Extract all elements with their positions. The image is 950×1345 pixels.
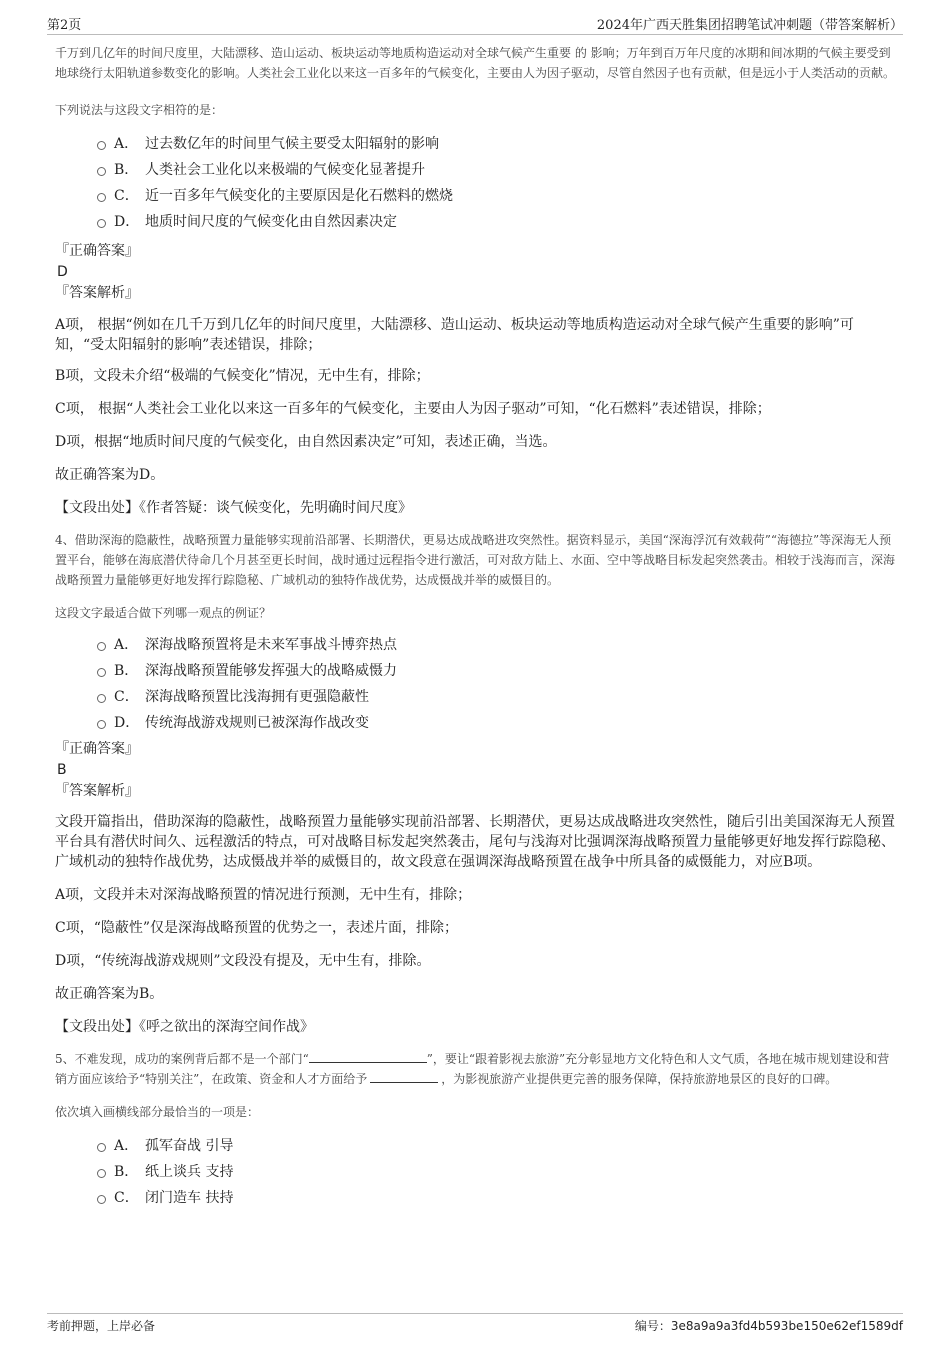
radio-button[interactable] [97, 141, 106, 150]
document-title: 2024年广西天胜集团招聘笔试冲刺题（带答案解析） [596, 18, 903, 33]
page-header [47, 10, 903, 35]
answer-value: B [57, 762, 67, 778]
radio-button[interactable] [97, 642, 106, 651]
code-value: 3e8a9a9a3fd4b593be150e62ef1589df [670, 1319, 903, 1333]
q4-options [55, 632, 895, 736]
q5-options [55, 1133, 895, 1211]
analysis-label: 『答案解析』 [55, 783, 139, 799]
analysis-paragraph: 文段开篇指出，借助深海的隐蔽性，战略预置力量能够实现前沿部署、长期潜伏，更易达成战略进攻突然性，随后引出美国深海无人预置平台具有潜伏时间久、远程激活的特点，可对战略目标发起突然袭击，尾句与浅海对比强调深海战略预置力量能够更好地发挥行踪隐秘、广域机动的独特作战优势，达成慑战并举的威慑目的，故文段意在强调深海战略预置在战争中所具备的威慑能力，对应B项。 [55, 814, 895, 870]
analysis-paragraph: C项， 根据“人类社会工业化以来这一百多年的气候变化，主要由人为因子驱动”可知，“化石燃料”表述错误，排除； [55, 401, 771, 417]
option-letter: D． [114, 715, 140, 731]
q5-passage [55, 1049, 895, 1089]
option-a[interactable] [55, 632, 895, 658]
radio-button[interactable] [97, 193, 106, 202]
document-code [635, 1317, 903, 1334]
radio-button[interactable] [97, 167, 106, 176]
fill-blank [370, 1070, 438, 1083]
option-text: 孤军奋战 引导 [145, 1138, 234, 1154]
fill-blank [309, 1050, 427, 1063]
q5-question: 依次填入画横线部分最恰当的一项是： [55, 1105, 260, 1119]
analysis-label: 『答案解析』 [55, 285, 139, 301]
option-b[interactable] [55, 658, 895, 684]
document-body [55, 42, 895, 1211]
q5-passage-part: ，为影视旅游产业提供更完善的服务保障，保持旅游地景区的良好的口碑。 [441, 1072, 838, 1086]
option-c[interactable] [55, 1185, 895, 1211]
option-letter: B． [114, 663, 139, 679]
radio-button[interactable] [97, 219, 106, 228]
option-letter: A． [114, 637, 139, 653]
option-letter: C． [114, 689, 139, 705]
radio-button[interactable] [97, 1169, 106, 1178]
footer-slogan: 考前押题，上岸必备 [47, 1319, 156, 1333]
q4-passage: 4、借助深海的隐蔽性，战略预置力量能够实现前沿部署、长期潜伏，更易达成战略进攻突然性。据资料显示，美国“深海浮沉有效载荷”“海德拉”等深海无人预置平台，能够在海底潜伏待命几个月甚至更长时间，战时通过远程指令进行激活，可对敌方陆上、水面、空中等战略目标发起突然袭击。相较于浅海而言，深海战略预置力量能够更好地发挥行踪隐秘、广域机动的独特作战优势，达成慑战并举的威慑目的。 [55, 533, 896, 587]
option-letter: B． [114, 1164, 139, 1180]
option-text: 过去数亿年的时间里气候主要受太阳辐射的影响 [145, 136, 439, 152]
option-text: 近一百多年气候变化的主要原因是化石燃料的燃烧 [145, 188, 453, 204]
analysis-paragraph: D项，根据“地质时间尺度的气候变化，由自然因素决定”可知，表述正确，当选。 [55, 434, 557, 450]
option-b[interactable] [55, 157, 895, 183]
analysis-conclusion: 故正确答案为B。 [55, 986, 164, 1002]
radio-button[interactable] [97, 668, 106, 677]
option-text: 深海战略预置比浅海拥有更强隐蔽性 [145, 689, 369, 705]
analysis-paragraph: D项，“传统海战游戏规则”文段没有提及，无中生有，排除。 [55, 953, 431, 969]
page-footer [47, 1313, 903, 1336]
option-b[interactable] [55, 1159, 895, 1185]
analysis-paragraph: A项， 根据“例如在几千万到几亿年的时间尺度里，大陆漂移、造山运动、板块运动等地质构造运动对全球气候产生重要的影响”可知，“受太阳辐射的影响”表述错误，排除； [55, 317, 854, 353]
option-text: 纸上谈兵 支持 [145, 1164, 234, 1180]
option-text: 人类社会工业化以来极端的气候变化显著提升 [145, 162, 425, 178]
radio-button[interactable] [97, 720, 106, 729]
radio-button[interactable] [97, 694, 106, 703]
radio-button[interactable] [97, 1195, 106, 1204]
option-a[interactable] [55, 1133, 895, 1159]
option-letter: D． [114, 214, 140, 230]
option-letter: C． [114, 1190, 139, 1206]
answer-label: 『正确答案』 [55, 243, 139, 259]
source-citation: 【文段出处】《呼之欲出的深海空间作战》 [55, 1019, 314, 1035]
option-c[interactable] [55, 684, 895, 710]
q3-options [55, 131, 895, 235]
q3-question: 下列说法与这段文字相符的是： [55, 103, 224, 117]
code-label: 编号： [634, 1319, 671, 1333]
option-d[interactable] [55, 209, 895, 235]
option-text: 传统海战游戏规则已被深海作战改变 [145, 715, 369, 731]
option-letter: B． [114, 162, 139, 178]
analysis-paragraph: B项，文段未介绍“极端的气候变化”情况，无中生有，排除； [55, 368, 430, 384]
option-letter: A． [114, 136, 139, 152]
option-letter: A． [114, 1138, 139, 1154]
radio-button[interactable] [97, 1143, 106, 1152]
q5-passage-part: 5、不难发现，成功的案例背后都不是一个部门“ [55, 1052, 309, 1066]
option-d[interactable] [55, 710, 895, 736]
page-number: 第2页 [47, 18, 82, 33]
option-text: 深海战略预置将是未来军事战斗博弈热点 [145, 637, 397, 653]
q4-question: 这段文字最适合做下列哪一观点的例证？ [55, 606, 272, 620]
q3-passage: 千万到几亿年的时间尺度里，大陆漂移、造山运动、板块运动等地质构造运动对全球气候产生重要 的 影响；万年到百万年尺度的冰期和间冰期的气候主要受到地球绕行太阳轨道参数变化的影响。人类社会工业化以来这一百多年的气候变化，主要由人为因子驱动，尽管自然因子也有贡献，但是远小于人类活动的贡献。 [55, 46, 896, 80]
answer-label: 『正确答案』 [55, 741, 139, 757]
analysis-paragraph: A项，文段并未对深海战略预置的情况进行预测，无中生有，排除； [55, 887, 472, 903]
option-a[interactable] [55, 131, 895, 157]
option-text: 地质时间尺度的气候变化由自然因素决定 [145, 214, 397, 230]
option-text: 闭门造车 扶持 [145, 1190, 234, 1206]
source-citation: 【文段出处】《作者答疑：谈气候变化，先明确时间尺度》 [55, 500, 412, 516]
answer-value: D [57, 264, 68, 280]
option-c[interactable] [55, 183, 895, 209]
option-text: 深海战略预置能够发挥强大的战略威慑力 [145, 663, 397, 679]
option-letter: C． [114, 188, 139, 204]
analysis-paragraph: C项，“隐蔽性”仅是深海战略预置的优势之一，表述片面，排除； [55, 920, 459, 936]
analysis-conclusion: 故正确答案为D。 [55, 467, 165, 483]
q5-passage-part: ”，要让“跟着影视去旅游”充分彰显地方文化特色和人文气质，各地在城市规划建设和营销方面应该给予“特别关注”，在政策、资金和人才方面给予 [55, 1052, 890, 1086]
